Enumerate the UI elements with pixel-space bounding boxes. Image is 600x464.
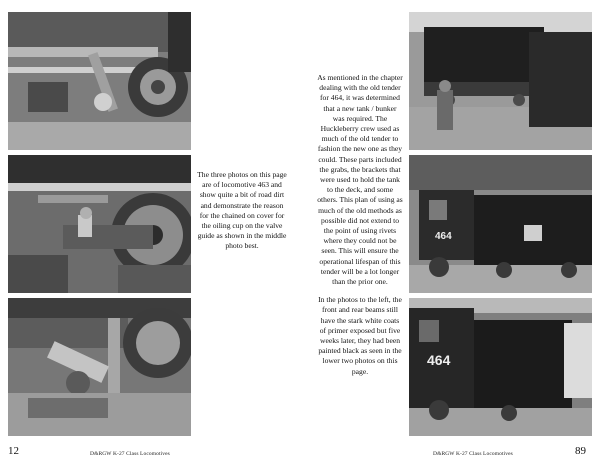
left-page-number: 12 bbox=[8, 445, 19, 457]
left-caption-text: The three photos on this page are of locomotive 463 and show quite a bit of road dirt and demonstrate the reason for the chained on cover for the oiling cup on the valve guide as shown in the middle photo best. bbox=[197, 170, 287, 251]
right-page-footer: D&RGW K-27 Class Locomotives bbox=[433, 451, 513, 457]
photo-locomotive-464-side bbox=[409, 155, 592, 293]
photo-valve-gear-bottom bbox=[8, 298, 191, 436]
right-page-number: 89 bbox=[575, 445, 586, 457]
number-plate-464-lower: 464 bbox=[427, 352, 451, 368]
photo-valve-guide-oiling-cup bbox=[8, 155, 191, 293]
right-page-caption bbox=[317, 73, 403, 385]
number-plate-464-upper: 464 bbox=[435, 231, 452, 242]
right-caption-paragraph-2: In the photos to the left, the front and rear beams still have the stark white coats of primer exposed but five weeks later, they had been painted black as seen in the lower two photos on this page. bbox=[318, 295, 402, 376]
left-page-footer: D&RGW K-27 Class Locomotives bbox=[90, 451, 170, 457]
left-page-caption bbox=[197, 170, 287, 260]
photo-locomotive-464-cab bbox=[409, 298, 592, 436]
photo-valve-gear-top bbox=[8, 12, 191, 150]
right-caption-paragraph-1: As mentioned in the chapter dealing with the old tender for 464, it was determined that a new tank / bunker was required. The Huckleberry crew used as much of the old tender to fashion the new one as they could. These parts included the grabs, the brackets that were used to hold the tank to the deck, and some others. This plan of using as much of the old methods as possible did not extend to the point of using rivets where they could not be seen. This will ensure the operational lifespan of this tender will be a lot longer than the prior one. bbox=[317, 73, 403, 287]
photo-tender-with-worker bbox=[409, 12, 592, 150]
